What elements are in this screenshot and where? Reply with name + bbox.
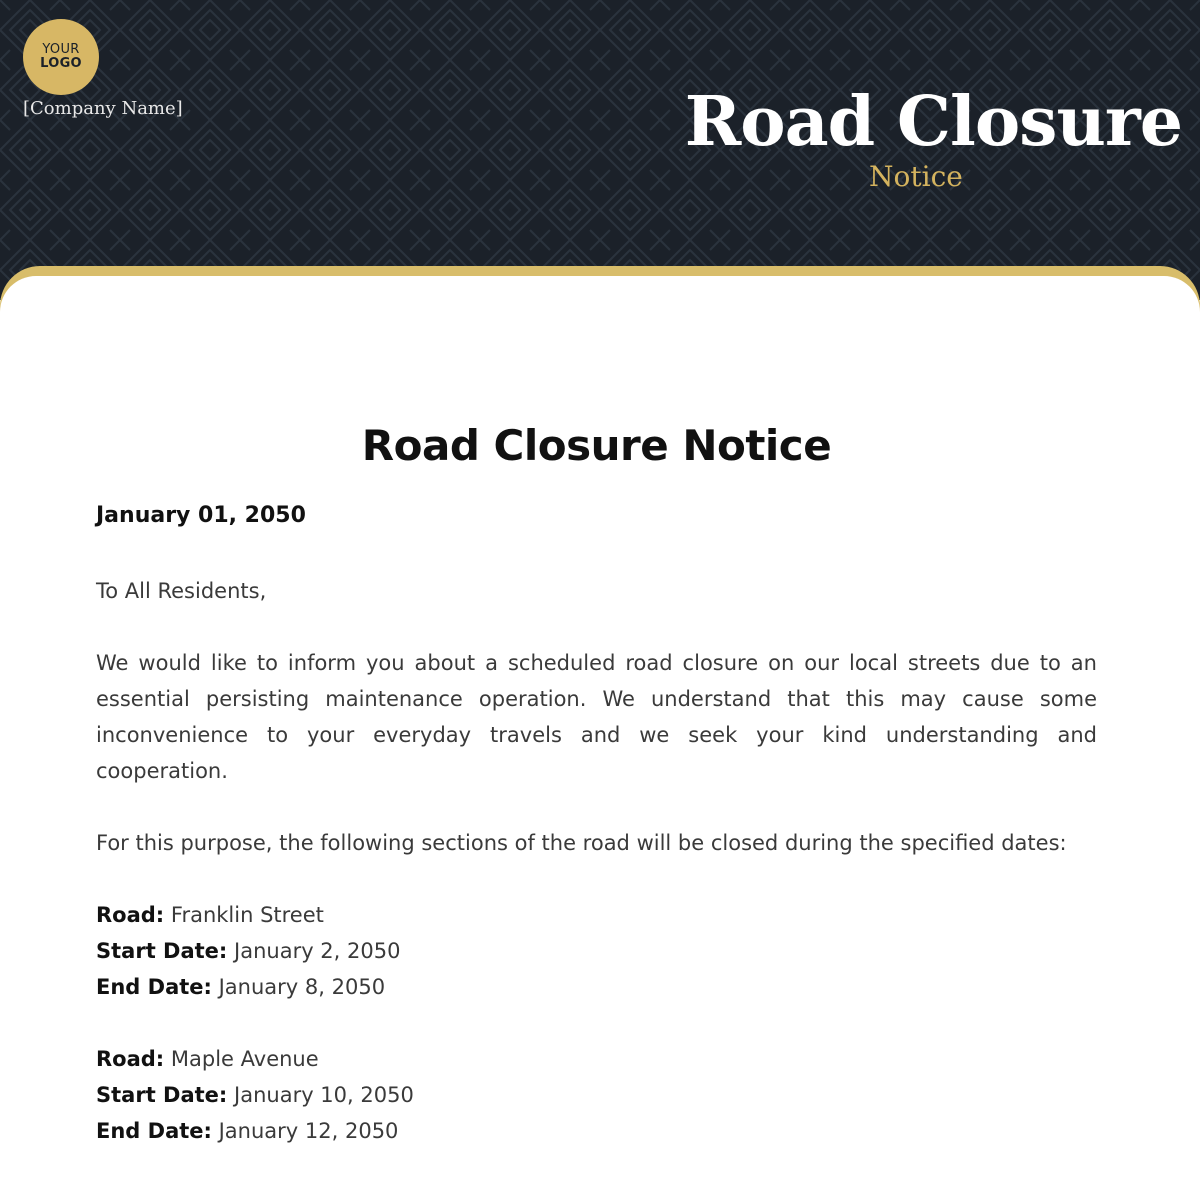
closure-end-line [96,1113,1097,1149]
company-logo [23,19,99,95]
closure-road-line [96,1041,1097,1077]
document-content [96,420,1097,1149]
road-value: Maple Avenue [170,1047,319,1071]
header-title: Road Closure [684,82,1182,162]
start-date-value: January 10, 2050 [234,1083,414,1107]
road-label: Road: [96,1047,165,1071]
end-date-label: End Date: [96,1119,212,1143]
closure-block [96,1041,1097,1149]
closure-road-line [96,897,1097,933]
notice-date: January 01, 2050 [96,503,306,528]
document-title: Road Closure Notice [361,421,832,470]
start-date-value: January 2, 2050 [234,939,401,963]
closure-start-line [96,933,1097,969]
closure-block [96,897,1097,1005]
paragraph-intro: We would like to inform you about a scheduled road closure on our local streets due to an essential persisting maintenance operation. We understand that this may cause some inconvenience to your everyday travels and we seek your kind understanding and cooperation. [96,651,1097,783]
paragraph-purpose: For this purpose, the following sections of the road will be closed during the specified dates: [96,831,1067,855]
road-value: Franklin Street [170,903,324,927]
header-subtitle: Notice [869,160,963,193]
end-date-label: End Date: [96,975,212,999]
closure-start-line [96,1077,1097,1113]
greeting: To All Residents, [96,579,267,603]
logo-text-your: YOUR [42,42,80,58]
end-date-value: January 8, 2050 [218,975,386,999]
end-date-value: January 12, 2050 [218,1119,399,1143]
start-date-label: Start Date: [96,939,228,963]
header-banner [0,0,1200,300]
logo-text-logo: LOGO [40,56,82,71]
closure-end-line [96,969,1097,1005]
company-name: [Company Name] [23,98,183,119]
road-label: Road: [96,903,165,927]
start-date-label: Start Date: [96,1083,228,1107]
